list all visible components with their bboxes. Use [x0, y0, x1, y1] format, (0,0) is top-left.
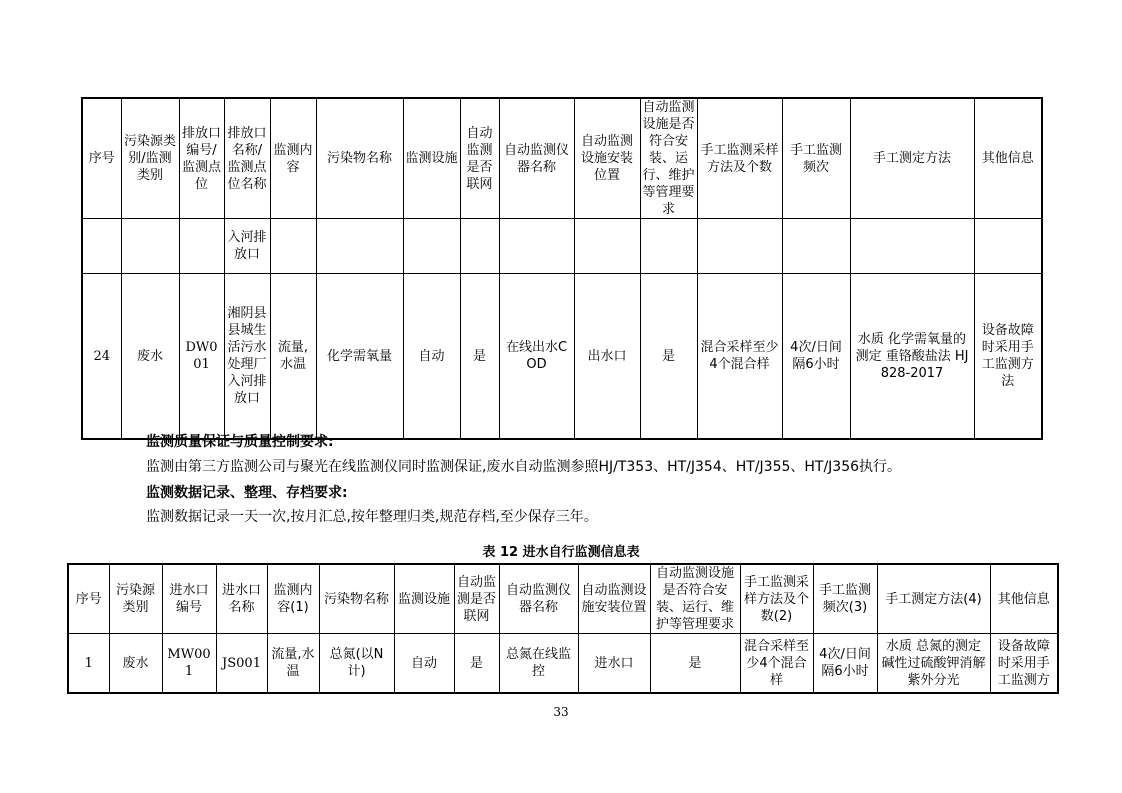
table-cell [460, 219, 499, 274]
header-cell: 监测内容 [270, 98, 316, 219]
monitoring-table-1 [81, 97, 1043, 440]
table-cell [782, 219, 850, 274]
method-cell: 水质 化学需氧量的测定 重铬酸盐法 HJ 828-2017 [850, 274, 974, 440]
qa-text: 监测由第三方监测公司与聚光在线监测仪同时监测保证,废水自动监测参照HJ/T353、HT/J354、HT/J355、HT/J356执行。 [146, 459, 902, 475]
location-cell: 进水口 [578, 634, 650, 694]
category-cell: 废水 [121, 274, 179, 440]
table-cell [850, 219, 974, 274]
networked-cell: 是 [460, 274, 499, 440]
header-cell: 监测设施 [403, 98, 460, 219]
header-cell: 排放口编号/监测点位 [179, 98, 224, 219]
header-cell: 进水口编号 [162, 564, 216, 634]
header-cell: 自动监测设施安装位置 [574, 98, 640, 219]
frequency-cell: 4次/日间隔6小时 [813, 634, 877, 694]
table-cell [403, 219, 460, 274]
table-cell [316, 219, 403, 274]
row-number-cell: 1 [68, 634, 109, 694]
table-cell [179, 219, 224, 274]
qa-heading: 监测质量保证与质量控制要求: [146, 434, 334, 450]
table-cell [121, 219, 179, 274]
other-info-cell: 设备故障时采用手工监测方法 [974, 274, 1042, 440]
outlet-name-cell: 入河排放口 [224, 219, 270, 274]
sampling-cell: 混合采样至少4个混合样 [697, 274, 782, 440]
location-cell: 出水口 [574, 274, 640, 440]
facility-cell: 自动 [403, 274, 460, 440]
header-cell: 手工监测采样方法及个数 [697, 98, 782, 219]
header-cell: 自动监测设施安装位置 [578, 564, 650, 634]
header-cell: 手工测定方法 [850, 98, 974, 219]
header-cell: 污染源类别 [109, 564, 162, 634]
header-cell: 自动监测设施是否符合安装、运行、维护等管理要求 [650, 564, 740, 634]
header-cell: 污染物名称 [319, 564, 394, 634]
header-cell: 自动监测是否联网 [460, 98, 499, 219]
table-header-row [68, 564, 1058, 634]
table-row [68, 634, 1058, 694]
table-cell [697, 219, 782, 274]
networked-cell: 是 [454, 634, 499, 694]
table-cell [499, 219, 574, 274]
header-cell: 自动监测仪器名称 [499, 98, 574, 219]
monitoring-table-2 [67, 563, 1059, 694]
page-number: 33 [553, 705, 569, 719]
header-cell: 污染源类别/监测类别 [121, 98, 179, 219]
content-cell: 流量,水温 [267, 634, 319, 694]
table-cell [82, 219, 121, 274]
inlet-code-cell: MW001 [162, 634, 216, 694]
header-cell: 手工测定方法(4) [877, 564, 990, 634]
header-cell: 其他信息 [990, 564, 1058, 634]
method-cell: 水质 总氮的测定 碱性过硫酸钾消解紫外分光 [877, 634, 990, 694]
instrument-cell: 在线出水COD [499, 274, 574, 440]
category-cell: 废水 [109, 634, 162, 694]
header-cell: 污染物名称 [316, 98, 403, 219]
header-cell: 序号 [82, 98, 121, 219]
outlet-code-cell: DW001 [179, 274, 224, 440]
header-cell: 其他信息 [974, 98, 1042, 219]
instrument-cell: 总氮在线监控 [499, 634, 578, 694]
header-cell: 监测设施 [394, 564, 454, 634]
header-cell: 手工监测频次(3) [813, 564, 877, 634]
row-number-cell: 24 [82, 274, 121, 440]
frequency-cell: 4次/日间隔6小时 [782, 274, 850, 440]
header-cell: 自动监测是否联网 [454, 564, 499, 634]
other-info-cell: 设备故障时采用手工监测方 [990, 634, 1058, 694]
header-cell: 监测内容(1) [267, 564, 319, 634]
table-cell [270, 219, 316, 274]
header-cell: 自动监测仪器名称 [499, 564, 578, 634]
facility-cell: 自动 [394, 634, 454, 694]
table-cell [974, 219, 1042, 274]
pollutant-cell: 化学需氧量 [316, 274, 403, 440]
header-cell: 手工监测采样方法及个数(2) [740, 564, 813, 634]
table-row [82, 274, 1042, 440]
compliant-cell: 是 [650, 634, 740, 694]
content-cell: 流量,水温 [270, 274, 316, 440]
table-caption: 表 12 进水自行监测信息表 [482, 545, 640, 560]
table-cell [574, 219, 640, 274]
pollutant-cell: 总氮(以N计) [319, 634, 394, 694]
records-heading: 监测数据记录、整理、存档要求: [146, 485, 348, 501]
header-cell: 进水口名称 [216, 564, 267, 634]
table-cell [640, 219, 697, 274]
table-header-row [82, 98, 1042, 219]
header-cell: 序号 [68, 564, 109, 634]
table-row [82, 219, 1042, 274]
header-cell: 排放口名称/监测点位名称 [224, 98, 270, 219]
header-cell: 手工监测频次 [782, 98, 850, 219]
compliant-cell: 是 [640, 274, 697, 440]
inlet-name-cell: JS001 [216, 634, 267, 694]
outlet-name-cell: 湘阴县县城生活污水处理厂入河排放口 [224, 274, 270, 440]
records-text: 监测数据记录一天一次,按月汇总,按年整理归类,规范存档,至少保存三年。 [146, 509, 598, 525]
header-cell: 自动监测设施是否符合安装、运行、维护等管理要求 [640, 98, 697, 219]
sampling-cell: 混合采样至少4个混合样 [740, 634, 813, 694]
